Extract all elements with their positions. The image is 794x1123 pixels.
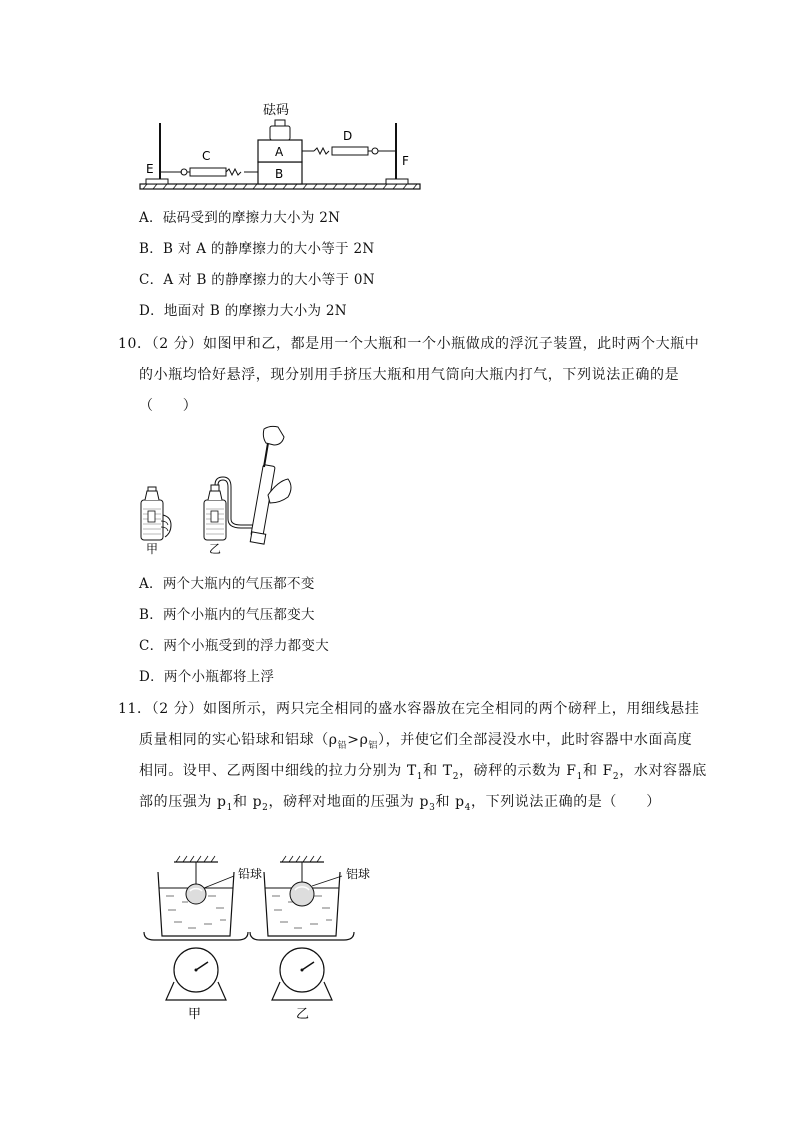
- q10-option-b: B．两个小瓶内的气压都变大: [139, 607, 315, 623]
- label-b: B: [275, 167, 284, 181]
- aluminum-ball: [290, 882, 314, 906]
- weight: [270, 120, 290, 140]
- q10-figure: [136, 425, 301, 560]
- bottle-jia: [141, 487, 171, 540]
- q11-line-1: 11．（2 分）如图所示，两只完全相同的盛水容器放在完全相同的两个磅秤上，用细线悬挂: [118, 701, 700, 717]
- lead-ball: [186, 884, 206, 904]
- q11-line-3: 相同。设甲、乙两图中细线的拉力分别为 $T_1$和 $T_2$，磅秤的示数为 $F_1$和 $F_2$，水对容器底: [139, 763, 707, 782]
- q10-line-1: 10．（2 分）如图甲和乙，都是用一个大瓶和一个小瓶做成的浮沉子装置，此时两个大瓶中: [118, 336, 700, 352]
- ground: [140, 184, 420, 189]
- q10-option-d: D．两个小瓶都将上浮: [139, 669, 275, 685]
- setup-jia: [144, 856, 248, 1000]
- label-e: E: [146, 162, 154, 176]
- label-c: C: [202, 149, 211, 163]
- q10-line-2: 的小瓶均恰好悬浮，现分别用手挤压大瓶和用气筒向大瓶内打气，下列说法正确的是: [139, 367, 680, 383]
- label-weight: 砝码: [263, 103, 290, 118]
- q10-line-3: （ ）: [139, 398, 198, 414]
- label-yi-q10: 乙: [209, 542, 222, 556]
- label-f: F: [402, 154, 409, 168]
- q10-option-c: C．两个小瓶受到的浮力都变大: [139, 638, 330, 654]
- spring-scale-c: [160, 168, 258, 176]
- q9-option-a: A．砝码受到的摩擦力大小为 2N: [139, 210, 341, 226]
- label-lead: 铅球: [238, 867, 263, 881]
- q11-line-2: 质量相同的实心铅球和铝球$(\rho_铅>\rho_铝)$，并使它们全部浸没水中，此时容器中水面高度: [139, 732, 693, 751]
- q9-option-b: B．B 对 A 的静摩擦力的大小等于 2N: [139, 241, 375, 257]
- q11-figure: [138, 850, 388, 1025]
- q10-option-a: A．两个大瓶内的气压都不变: [139, 576, 315, 592]
- bottle-yi: [204, 485, 226, 540]
- q9-option-d: D．地面对 B 的摩擦力大小为 2N: [139, 303, 347, 319]
- q11-line-4: 部的压强为 $p_1$和 $p_2$，磅秤对地面的压强为 $p_3$和 $p_4$，下列说法正确的是（ ）: [139, 794, 661, 813]
- q9-option-c: C．A 对 B 的静摩擦力的大小等于 0N: [139, 272, 375, 288]
- label-aluminum: 铝球: [346, 867, 371, 881]
- label-a: A: [275, 145, 284, 159]
- spring-scale-d: [302, 147, 396, 155]
- label-jia-q11: 甲: [188, 1007, 202, 1022]
- label-jia-q10: 甲: [146, 542, 159, 556]
- label-d: D: [343, 129, 353, 143]
- setup-yi: [250, 856, 354, 1000]
- label-yi-q11: 乙: [296, 1007, 310, 1022]
- q9-figure: [138, 98, 423, 194]
